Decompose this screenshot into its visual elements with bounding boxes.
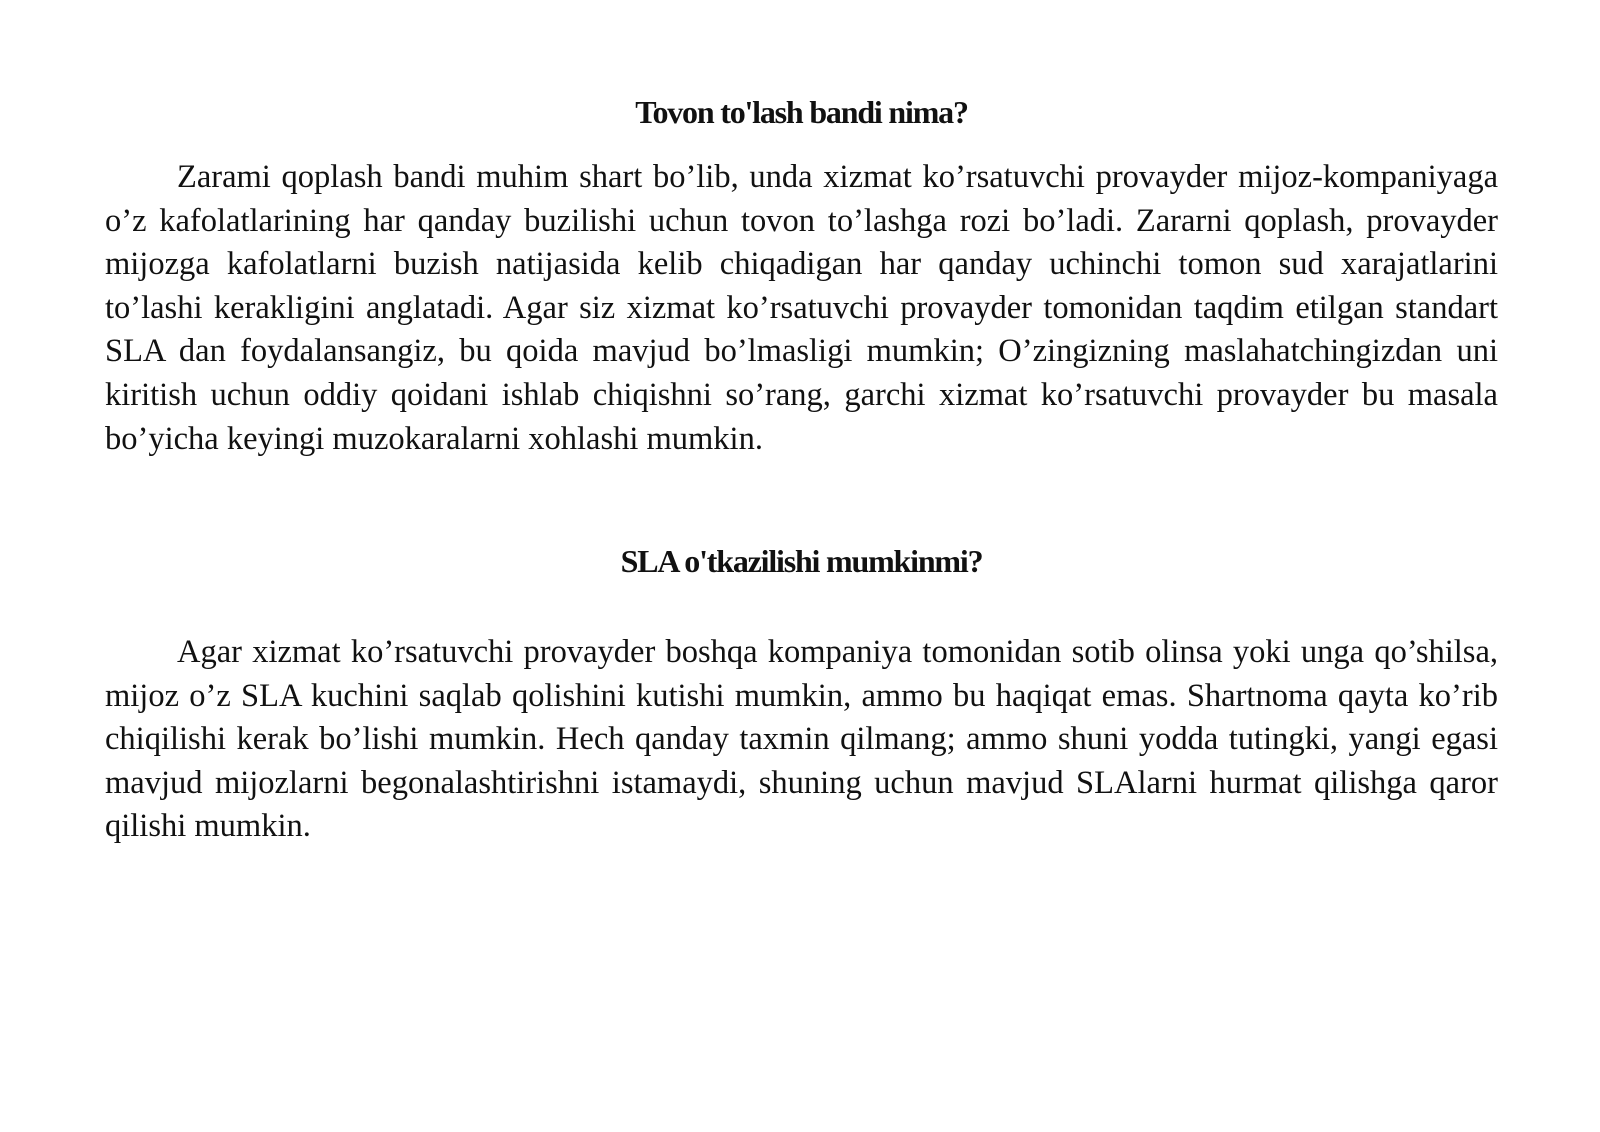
section-heading-indemnification: Tovon to'lash bandi nima? [635, 94, 968, 130]
section-body-sla-transfer: Agar xizmat ko’rsatuvchi provayder boshqa kompaniya tomonidan sotib olinsa yoki unga qo’shilsa, mijoz o’z SLA kuchini saqlab qolishini kutishi mumkin, ammo bu haqiqat emas. Shartnoma qayta ko’rib chiqilishi kerak bo’lishi mumkin. Hech qanday taxmin qilmang; ammo shuni yodda tutingki, yangi egasi mavjud mijozlarni begonalashtirishni istamaydi, shuning uchun mavjud SLAlarni hurmat qilishga qaror qilishi mumkin. [105, 634, 1498, 845]
section-body-indemnification: Zarami qoplash bandi muhim shart bo’lib, unda xizmat ko’rsatuvchi provayder mijoz-kompaniyaga o’z kafolatlarining har qanday buzilishi uchun tovon to’lashga rozi bo’ladi. Zararni qoplash, provayder mijozga kafolatlarni buzish natijasida kelib chiqadigan har qanday uchinchi tomon sud xarajatlarini to’lashi kerakligini anglatadi. Agar siz xizmat ko’rsatuvchi provayder tomonidan taqdim etilgan standart SLA dan foydalansangiz, bu qoida mavjud bo’lmasligi mumkin; O’zingizning maslahatchingizdan uni kiritish uchun oddiy qoidani ishlab chiqishni so’rang, garchi xizmat ko’rsatuvchi provayder bu masala bo’yicha keyingi muzokaralarni xohlashi mumkin. [105, 159, 1498, 457]
section-heading-sla-transfer: SLA o'tkazilishi mumkinmi? [620, 543, 983, 579]
